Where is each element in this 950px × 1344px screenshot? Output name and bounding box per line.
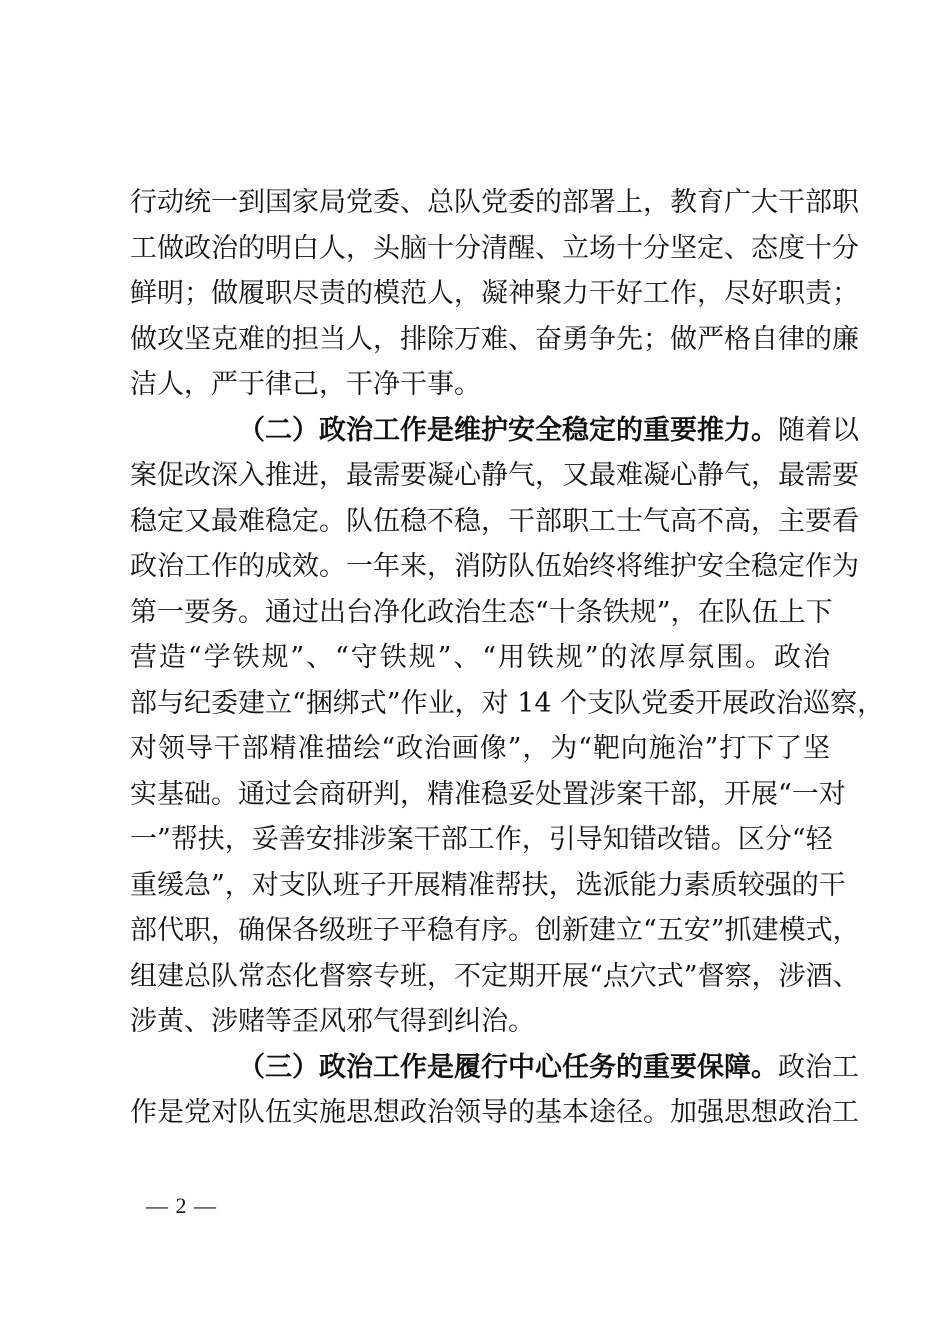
text-line: 案促改深入推进，最需要凝心静气，又最难凝心静气，最需要 — [130, 460, 859, 491]
paragraph-2-first-line — [130, 408, 859, 454]
text-line: 营造“学铁规”、“守铁规”、“用铁规”的浓厚氛围。政治 — [130, 642, 830, 673]
section-heading: （二）政治工作是维护安全稳定的重要推力。 — [238, 414, 778, 446]
text-line: 实基础。通过会商研判，精准稳妥处置涉案干部，开展“一对 — [130, 778, 846, 810]
text-line: 第一要务。通过出台净化政治生态“十条铁规”，在队伍上下 — [130, 596, 833, 628]
paragraph-3 — [130, 1045, 859, 1136]
text-line: 工做政治的明白人，头脑十分清醒、立场十分坚定、态度十分 — [130, 232, 859, 264]
paragraph-1 — [130, 180, 859, 408]
text-line: 稳定又最难稳定。队伍稳不稳，干部职工士气高不高，主要看 — [130, 505, 859, 537]
text-line: 部代职，确保各级班子平稳有序。创新建立“五安”抓建模式， — [130, 915, 860, 946]
text-span: 政治工 — [778, 1051, 859, 1083]
text-line: 鲜明；做履职尽责的模范人，凝神聚力干好工作，尽好职责； — [130, 278, 859, 309]
text-line: 行动统一到国家局党委、总队党委的部署上，教育广大干部职 — [130, 187, 859, 218]
text-line: 重缓急”，对支队班子开展精准帮扶，选派能力素质较强的干 — [130, 869, 846, 901]
paragraph-3-first-line — [130, 1045, 859, 1091]
text-line: 一”帮扶，妥善安排涉案干部工作，引导知错改错。区分“轻 — [130, 824, 833, 855]
text-line: 组建总队常态化督察专班，不定期开展“点穴式”督察，涉酒、 — [130, 960, 860, 992]
text-line: 做攻坚克难的担当人，排除万难、奋勇争先；做严格自律的廉 — [130, 323, 859, 355]
section-heading: （三）政治工作是履行中心任务的重要保障。 — [238, 1051, 778, 1083]
text-line: 洁人，严于律己，干净干事。 — [130, 369, 481, 400]
text-span: 随着以 — [778, 414, 859, 446]
text-line: 政治工作的成效。一年来，消防队伍始终将维护安全稳定作为 — [130, 551, 859, 582]
text-line: 对领导干部精准描绘“政治画像”，为“靶向施治”打下了坚 — [130, 733, 830, 764]
document-body — [130, 180, 885, 1136]
text-line: 涉黄、涉赌等歪风邪气得到纠治。 — [130, 1006, 535, 1037]
text-line: 部与纪委建立“捆绑式”作业，对 14 个支队党委开展政治巡察， — [130, 687, 885, 719]
page-number: — 2 — — [146, 1193, 217, 1218]
text-line: 作是党对队伍实施思想政治领导的基本途径。加强思想政治工 — [130, 1097, 859, 1128]
paragraph-2 — [130, 408, 885, 1045]
